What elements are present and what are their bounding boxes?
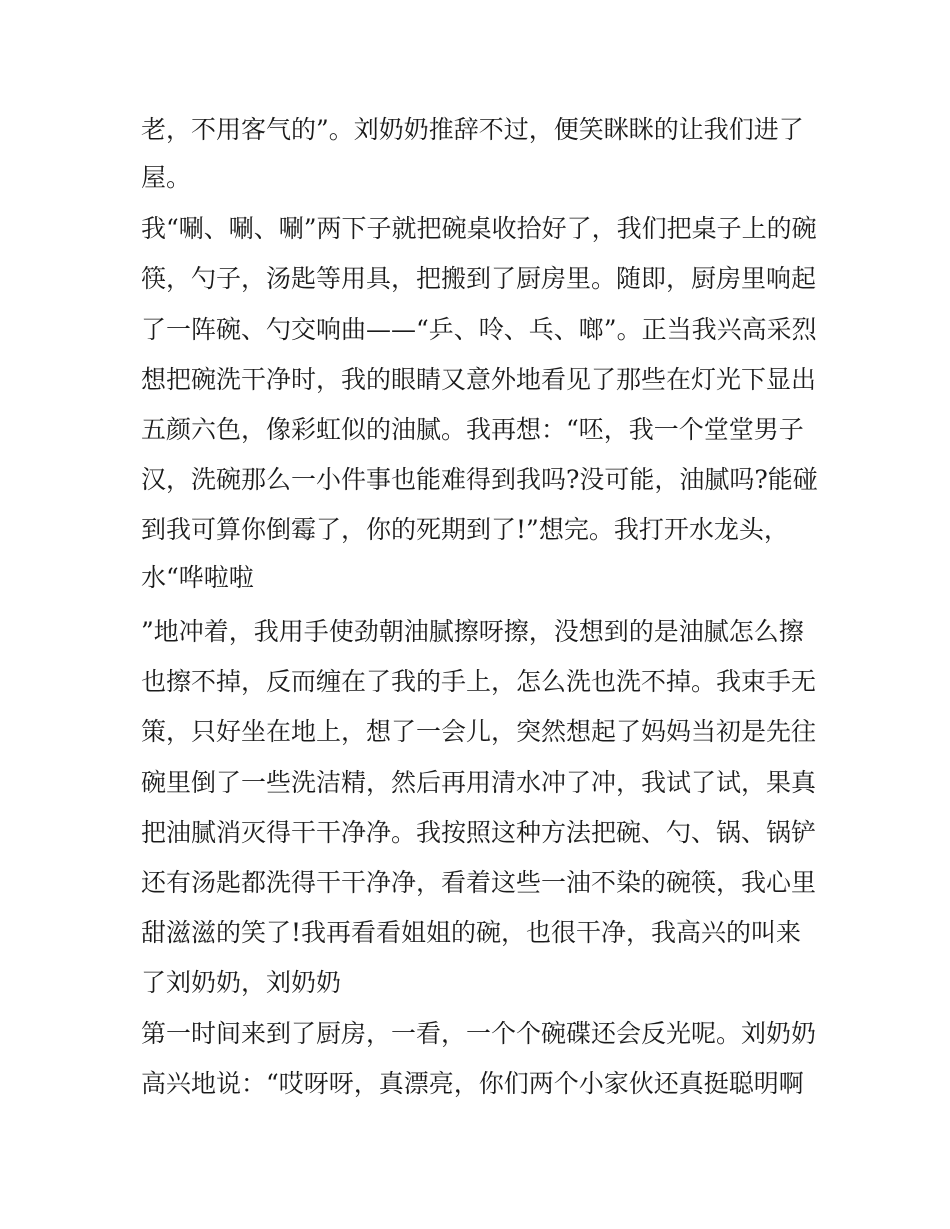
text-line: 还有汤匙都洗得干干净净，看着这些一油不染的碗筷，我心里	[141, 868, 817, 897]
text-line: 策，只好坐在地上，想了一会儿，突然想起了妈妈当初是先往	[141, 717, 817, 746]
text-line: 老，不用客气的”。刘奶奶推辞不过，便笑眯眯的让我们进了	[141, 115, 804, 144]
text-line: 汉，洗碗那么一小件事也能难得到我吗?没可能，油腻吗?能碰	[141, 465, 818, 494]
text-line: 想把碗洗干净时，我的眼睛又意外地看见了那些在灯光下显出	[141, 365, 817, 394]
text-line: 了刘奶奶，刘奶奶	[141, 968, 342, 997]
text-line: ”地冲着，我用手使劲朝油腻擦呀擦，没想到的是油腻怎么擦	[141, 617, 804, 646]
text-line: 高兴地说：“哎呀呀，真漂亮，你们两个小家伙还真挺聪明啊	[141, 1069, 804, 1098]
text-line: 我“唰、唰、唰”两下子就把碗桌收拾好了，我们把桌子上的碗	[141, 214, 817, 243]
text-line: 筷，勺子，汤匙等用具，把搬到了厨房里。随即，厨房里响起	[141, 264, 817, 293]
text-line: 甜滋滋的笑了!我再看看姐姐的碗，也很干净，我高兴的叫来	[141, 918, 802, 947]
text-line: 了一阵碗、勺交响曲——“乒、呤、乓、啷”。正当我兴高采烈	[141, 315, 817, 344]
text-line: 碗里倒了一些洗洁精，然后再用清水冲了冲，我试了试，果真	[141, 768, 817, 797]
text-line: 也擦不掉，反而缠在了我的手上，怎么洗也洗不掉。我束手无	[141, 667, 817, 696]
text-line: 第一时间来到了厨房，一看，一个个碗碟还会反光呢。刘奶奶	[141, 1019, 817, 1048]
text-line: 水“哗啦啦	[141, 563, 254, 592]
text-line: 五颜六色，像彩虹似的油腻。我再想：“呸，我一个堂堂男子	[141, 415, 804, 444]
text-line: 把油腻消灭得干干净净。我按照这种方法把碗、勺、锅、锅铲	[141, 818, 817, 847]
text-line: 屋。	[141, 163, 192, 192]
text-line: 到我可算你倒霉了，你的死期到了!”想完。我打开水龙头，	[141, 515, 789, 544]
